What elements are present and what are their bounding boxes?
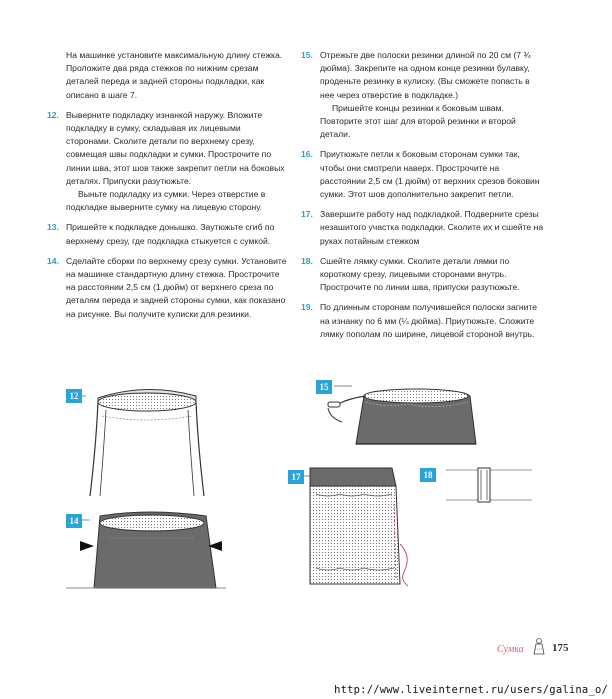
step-text-extra: Выньте подкладку из сумки. Через отверстие в подкладке выверните сумку на лицевую сторону. [66,189,266,213]
figure-badge: 14 [66,514,82,528]
step-17 [301,208,544,248]
figure-15 [316,378,482,448]
source-url[interactable]: http://www.liveinternet.ru/users/galina_o/ [334,684,608,696]
step-number: 14. [47,255,59,266]
step-text: Сделайте сборки по верхнему срезу сумки. Установите на машинке стандартную длину стежка. Прострочите на расстоянии 2,5 см (1 дюйм) от верхнего среза по деталям переда и задней стороны сумки, как показано на рисунке. Вы получите кулиски для резинки. [66,255,287,319]
figure-badge: 18 [420,468,436,482]
step-number: 12. [47,109,59,120]
step-19 [301,301,544,341]
step-text: Завершите работу над подкладкой. Подверните срезы незашитого участка подкладки. Сколите их и сшейте на руках потайным стежком [320,209,544,246]
step-text: По длинным сторонам получившейся полоски загните на изнанку по 6 мм (¼ дюйма). Приутюжьте. Сложите лямку пополам по ширине, лицевой стороной внутрь. [320,302,538,339]
step-15 [301,49,544,141]
step-12 [47,109,288,215]
figure-14 [66,508,226,592]
step-text: Приутюжьте петли к боковым сторонам сумки так, чтобы они смотрели наверх. Прострочите на расстоянии 2,5 см (1 дюйм) от верхних срезов боковин сумки. Этот шов дополнительно закрепит петли. [320,149,540,200]
step-number: 17. [301,209,313,220]
figure-badge: 12 [66,389,82,403]
step-text: Выверните подкладку изнанкой наружу. Вложите подкладку в сумку, складывая их лицевыми сторонами. Сколите детали по верхнему срезу, совмещая швы подкладки и сумки. Прострочите по линии шва, этот шов также закрепит петли на боковых деталях. Припуски разутюжьте. [66,109,285,186]
step-text: Отрежьте две полоски резинки длиной по 20 см (7 ¾ дюйма). Закрепите на одном конце резинки булавку, проденьте резинку в кулиску. (Вы сможете попасть в нее через отверстие в подкладке.) [320,50,531,100]
figure-badge: 15 [316,380,332,394]
figure-18 [420,466,532,506]
intro-paragraph: На машинке установите максимальную длину стежка. Проложите два ряда стежков по нижним срезам деталей переда и задней стороны подкладки, как описано в шаге 7. [66,50,283,100]
figure-15-illustration [316,378,482,448]
step-text-extra: Пришейте концы резинки к боковым швам. Повторите этот шаг для второй резинки и второй детали. [320,102,516,140]
figure-12-illustration [66,386,226,498]
figure-18-illustration [420,466,532,506]
figure-17-illustration [288,464,420,588]
step-number: 13. [47,222,59,233]
step-number: 16. [301,149,313,160]
step-text: Пришейте к подкладке донышко. Заутюжьте сгиб по верхнему срезу, где подкладка стыкуется с сумкой. [66,222,275,246]
step-18 [301,255,544,295]
figure-14-illustration [66,508,226,592]
page-number: 175 [552,642,569,654]
step-14 [47,255,288,321]
section-title: Сумка [497,644,524,655]
arrow-icon [80,541,94,551]
right-text-column [301,49,544,348]
step-number: 15. [301,50,313,60]
step-number: 19. [301,302,313,313]
figure-badge: 17 [288,470,304,484]
step-number: 18. [301,255,313,266]
figure-12 [66,386,226,498]
step-text: Сшейте лямку сумки. Сколите детали лямки по короткому срезу, лицевыми сторонами внутрь. Прострочите по линии шва, припуски разутюжьте. [320,255,520,293]
step-16 [301,148,544,201]
step-13 [47,221,288,247]
dress-icon [531,638,547,656]
figure-17 [288,464,420,588]
left-text-column [47,49,288,328]
